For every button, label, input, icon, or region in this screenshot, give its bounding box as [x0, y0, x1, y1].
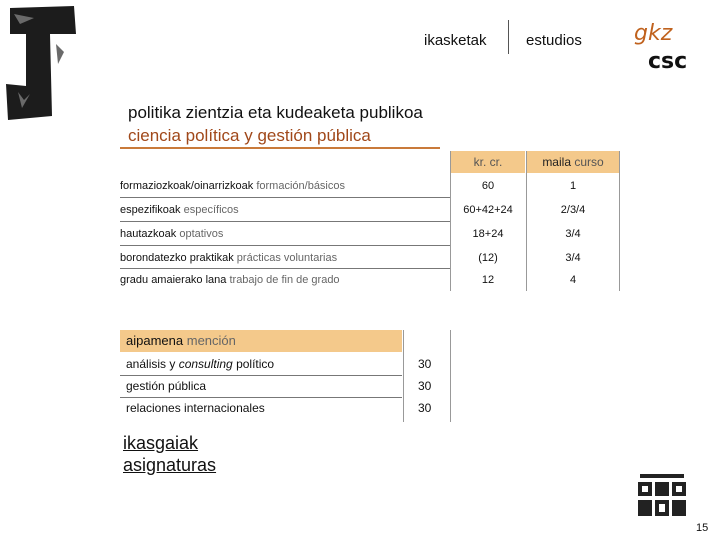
header-level — [527, 151, 619, 173]
title-underline — [120, 147, 440, 149]
row-credits: 60 — [481, 180, 495, 192]
row-level: 3/4 — [565, 228, 581, 240]
row-divider — [120, 245, 450, 246]
nav-estudios: estudios — [526, 32, 582, 49]
row-level: 4 — [569, 274, 577, 286]
subjects-link[interactable]: ikasgaiak asignaturas — [123, 433, 217, 475]
row-label: hautazkoak optativos — [120, 228, 224, 240]
row-level: 1 — [569, 180, 577, 192]
title-basque: politika zientzia eta kudeaketa publikoa — [128, 103, 423, 122]
row-credits: 12 — [481, 274, 495, 286]
row-divider — [120, 221, 450, 222]
table-row — [120, 199, 620, 221]
row-credits: 60+42+24 — [463, 204, 513, 216]
mention-row: relaciones internacionales — [126, 401, 265, 415]
table-row — [120, 175, 620, 197]
mention-credits: 30 — [418, 401, 432, 415]
mention-row: análisis y consulting político — [126, 357, 275, 371]
row-credits: 18+24 — [472, 228, 504, 240]
row-divider — [120, 197, 450, 198]
logo-gkz-text: gkz — [634, 21, 673, 46]
row-credits: (12) — [478, 252, 498, 264]
mention-row: gestión pública — [126, 379, 207, 393]
mention-credits: 30 — [418, 379, 432, 393]
nav-ikasketak: ikasketak — [424, 32, 487, 49]
row-label: borondatezko praktikak prácticas voluntarias — [120, 252, 338, 264]
chapter-number-graphic — [4, 4, 78, 122]
mention-header: aipamena mención — [120, 330, 402, 352]
header-credits: kr. cr. — [451, 151, 525, 173]
logo-csc-text: csc — [648, 49, 688, 74]
row-label: gradu amaierako lana trabajo de fin de grado — [120, 274, 340, 286]
table-row — [120, 247, 620, 269]
header-level-es: curso — [574, 155, 604, 169]
gkz-csc-logo — [630, 16, 700, 74]
row-label: espezifikoak específicos — [120, 204, 239, 216]
nav-separator — [508, 20, 509, 54]
grid-line — [450, 330, 451, 422]
university-logo — [636, 474, 688, 520]
table-row — [120, 269, 620, 291]
title-spanish: ciencia política y gestión pública — [128, 126, 371, 145]
table-row — [120, 223, 620, 245]
row-label: formaziozkoak/oinarrizkoak formación/básicos — [120, 180, 345, 192]
mention-credits: 30 — [418, 357, 432, 371]
row-level: 3/4 — [565, 252, 581, 264]
row-level: 2/3/4 — [560, 204, 586, 216]
page-number: 15 — [696, 522, 709, 534]
header-level-eu: maila — [542, 155, 571, 169]
